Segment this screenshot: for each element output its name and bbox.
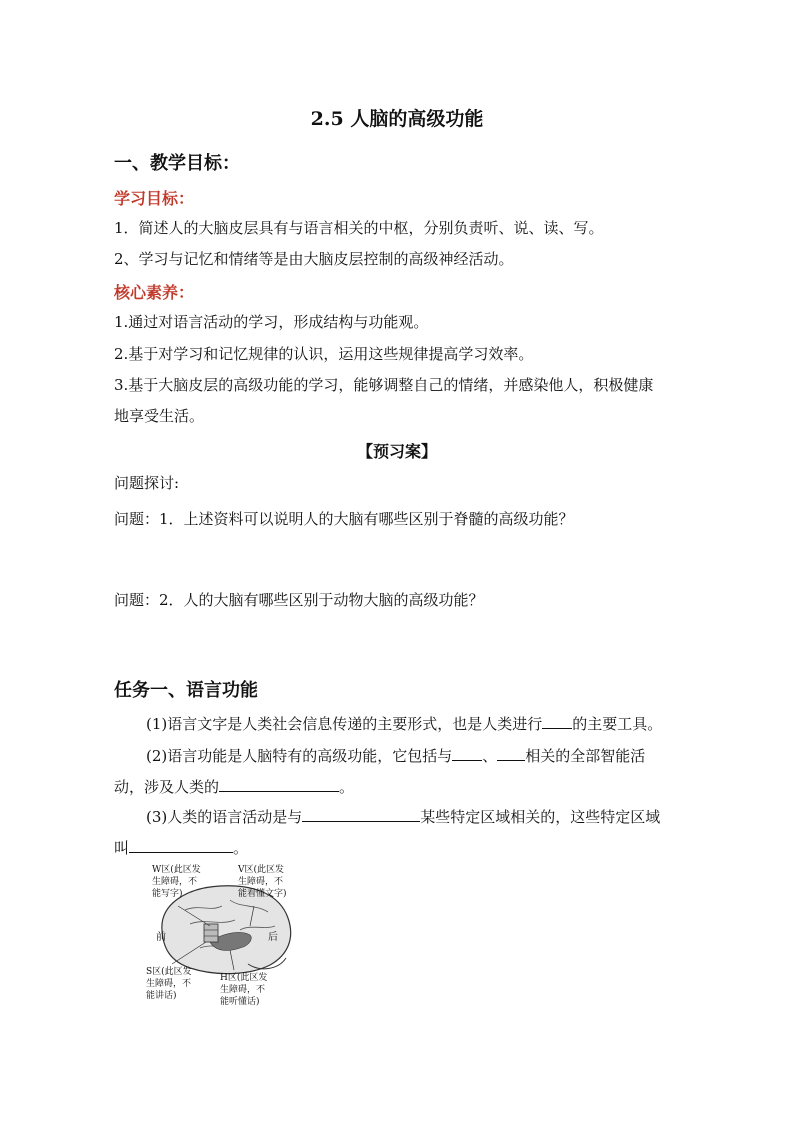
sentence-3-text-c: 叫 (114, 838, 130, 857)
core-literacy-3-cont: 地享受生活。 (114, 407, 205, 425)
sentence-1-text-a: (1)语言文字是人类社会信息传递的主要形式，也是人类进行 (146, 714, 543, 733)
sentence-3-text-b: 某些特定区域相关的，这些特定区域 (420, 807, 661, 826)
page-title: 2.5 人脑的高级功能 (310, 108, 484, 130)
learning-goal-2: 2、学习与记忆和情绪等是由大脑皮层控制的高级神经活动。 (114, 250, 514, 268)
sentence-3-end: 。 (233, 838, 249, 857)
preview-intro: 问题探讨: (114, 474, 180, 492)
motor-speech-area (204, 924, 218, 942)
sentence-1-text-b: 的主要工具。 (572, 714, 663, 733)
learning-goals-heading: 学习目标： (114, 189, 195, 208)
h-area-label: H区(此区发 生障碍，不 能听懂话) (220, 973, 268, 1007)
core-literacy-1: 1.通过对语言活动的学习，形成结构与功能观。 (114, 313, 429, 331)
task1-sentence-1 (146, 712, 662, 734)
front-label: 前 (156, 932, 166, 943)
task1-sentence-2 (146, 744, 645, 766)
fill-blank[interactable] (452, 744, 482, 761)
sentence-2-text-a: (2)语言功能是人脑特有的高级功能，它包括与 (146, 746, 453, 765)
fill-blank[interactable] (497, 744, 525, 761)
fill-blank[interactable] (542, 712, 572, 729)
task1-sentence-3-cont (114, 836, 248, 858)
preview-heading: 【预习案】 (356, 442, 437, 461)
sentence-2-text-b: 相关的全部智能活 (525, 746, 646, 765)
task1-sentence-2-cont (114, 775, 354, 797)
question-2: 问题：2．人的大脑有哪些区别于动物大脑的高级功能？ (114, 591, 484, 609)
core-literacy-heading: 核心素养： (114, 283, 195, 302)
section-teaching-goals: 一、教学目标： (114, 153, 240, 174)
brain-language-areas-figure (130, 860, 330, 1020)
core-literacy-2: 2.基于对学习和记忆规律的认识，运用这些规律提高学习效率。 (114, 345, 534, 363)
sentence-2-sep: 、 (482, 746, 498, 765)
question-1: 问题：1．上述资料可以说明人的大脑有哪些区别于脊髓的高级功能？ (114, 510, 574, 528)
back-label: 后 (268, 932, 278, 943)
task1-sentence-3 (146, 805, 660, 827)
core-literacy-3: 3.基于大脑皮层的高级功能的学习，能够调整自己的情绪，并感染他人，积极健康 (114, 376, 654, 394)
fill-blank[interactable] (219, 775, 339, 792)
fill-blank[interactable] (302, 805, 420, 822)
fill-blank[interactable] (129, 836, 233, 853)
sentence-2-text-c: 动，涉及人类的 (114, 777, 220, 796)
sentence-2-end: 。 (339, 777, 355, 796)
task1-heading: 任务一、语言功能 (114, 680, 258, 701)
s-area-label: S区(此区发 生障碍，不 能讲话) (146, 967, 192, 1001)
learning-goal-1: 1．简述人的大脑皮层具有与语言相关的中枢，分别负责听、说、读、写。 (114, 219, 604, 237)
v-area-label: V区(此区发 生障碍，不 能看懂文字) (238, 865, 287, 899)
sentence-3-text-a: (3)人类的语言活动是与 (146, 807, 303, 826)
w-area-label: W区(此区发 生障碍，不 能写字) (152, 865, 201, 899)
